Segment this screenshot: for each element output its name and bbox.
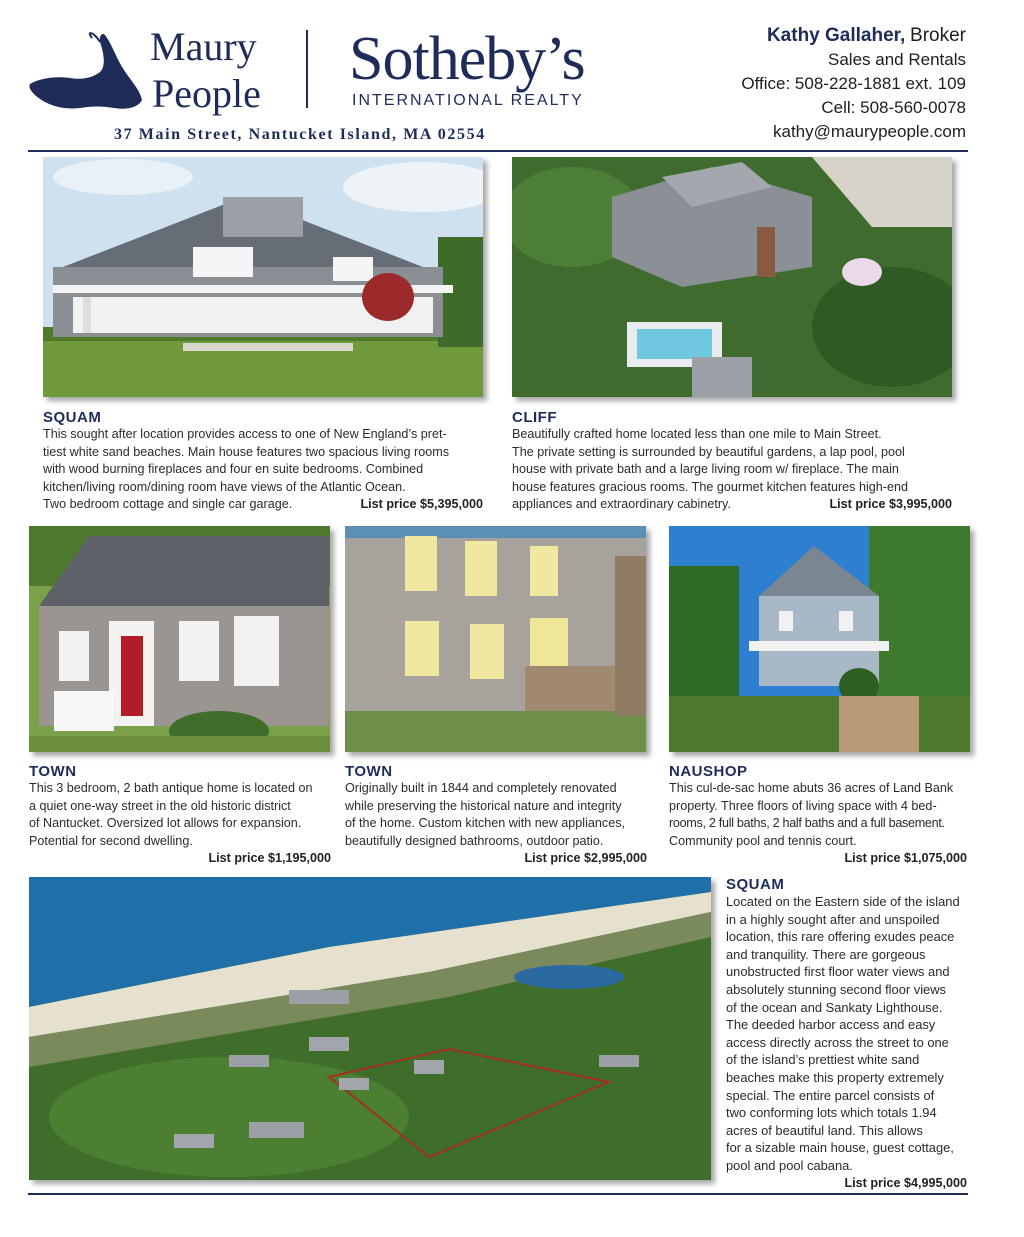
description-line: The private setting is surrounded by beautiful gardens, a lap pool, pool: [512, 444, 905, 459]
description-line: tiest white sand beaches. Main house features two spacious living rooms: [43, 444, 450, 459]
description-line: This 3 bedroom, 2 bath antique home is located on: [29, 781, 313, 795]
description-line: house features gracious rooms. The gourmet kitchen features high-end: [512, 479, 908, 494]
description-line: unobstructed first floor water views and: [726, 964, 950, 980]
description-line: Two bedroom cottage and single car garage.: [43, 497, 293, 512]
listing-title: SQUAM: [43, 409, 102, 426]
listing-town-2: [345, 763, 647, 868]
description-line: of the ocean and Sankaty Lighthouse.: [726, 999, 943, 1015]
description-line: beautifully designed bathrooms, outdoor patio.: [345, 833, 604, 848]
description-line: beaches make this property extremely: [726, 1069, 944, 1085]
contact-block: [741, 24, 966, 144]
description-line: a quiet one-way street in the old historic district: [29, 798, 291, 813]
agent-email[interactable]: kathy@maurypeople.com: [772, 122, 966, 141]
town-house-2-photo: [345, 526, 646, 752]
list-price: List price $5,395,000: [360, 497, 483, 512]
description-line: and tranquility. There are gorgeous: [726, 946, 926, 962]
description-line: house with private bath and a large living room w/ fireplace. The main: [512, 462, 899, 477]
listing-cliff: [512, 409, 952, 514]
description-line: acres of beautiful land. This allows: [726, 1122, 923, 1138]
list-price: List price $3,995,000: [829, 497, 952, 512]
description-line: while preserving the historical nature and integrity: [345, 798, 622, 813]
description-line: in a highly sought after and unspoiled: [726, 911, 940, 927]
sothebys-wordmark: Sotheby’s: [349, 25, 585, 93]
listing-description: [29, 780, 331, 850]
description-line: of Nantucket. Oversized lot allows for expansion.: [29, 816, 302, 831]
listing-naushop: [669, 763, 967, 868]
description-line: two conforming lots which totals 1.94: [726, 1105, 937, 1121]
agent-name: Kathy Gallaher,: [766, 25, 906, 46]
description-line: for a sizable main house, guest cottage,: [726, 1140, 954, 1156]
description-line: special. The entire parcel consists of: [726, 1087, 935, 1103]
description-line: Located on the Eastern side of the island: [726, 894, 960, 909]
agent-dept: Sales and Rentals: [828, 50, 966, 69]
list-price: List price $2,995,000: [524, 851, 647, 866]
description-line: kitchen/living room/dining room have views of the Atlantic Ocean.: [43, 479, 406, 494]
listing-title: NAUSHOP: [669, 763, 748, 780]
listing-title: CLIFF: [512, 409, 557, 426]
description-line: location, this rare offering exudes peace: [726, 929, 955, 945]
brand-maury: Maury: [150, 24, 257, 69]
town-house-1-photo: [29, 526, 330, 752]
international-realty-label: INTERNATIONAL REALTY: [352, 92, 584, 109]
list-price: List price $1,075,000: [844, 851, 967, 866]
listing-town-1: [29, 763, 331, 868]
office-phone[interactable]: Office: 508-228-1881 ext. 109: [741, 74, 966, 93]
description-line: Originally built in 1844 and completely renovated: [345, 781, 617, 795]
listing-title: SQUAM: [726, 876, 785, 893]
listing-description: [345, 780, 647, 850]
squam-house-photo: [43, 157, 483, 397]
description-line: with wood burning fireplaces and four en suite bedrooms. Combined: [43, 462, 424, 477]
naushop-house-photo: [669, 526, 970, 752]
listing-description: [43, 426, 483, 514]
listing-description: [512, 426, 952, 514]
description-line: of the home. Custom kitchen with new appliances,: [345, 816, 626, 831]
brand-people: People: [152, 71, 261, 116]
description-line: Beautifully crafted home located less than one mile to Main Street.: [512, 427, 882, 441]
listing-description: [726, 893, 967, 1175]
footer-rule: [28, 1193, 968, 1195]
nantucket-island-logo: [26, 28, 144, 118]
header-divider: [306, 30, 308, 108]
description-line: This sought after location provides access to one of New England’s pret-: [43, 427, 447, 441]
list-price: List price $1,195,000: [208, 851, 331, 866]
header-rule: [28, 150, 968, 152]
squam-aerial-photo: [29, 877, 711, 1180]
description-line: This cul-de-sac home abuts 36 acres of Land Bank: [669, 781, 954, 795]
description-line: of the island’s prettiest white sand: [726, 1052, 920, 1068]
description-line: access directly across the street to one: [726, 1034, 949, 1050]
listing-description: [669, 780, 967, 850]
description-line: property. Three floors of living space with 4 bed-: [669, 798, 937, 813]
description-line: rooms, 2 full baths, 2 half baths and a full basement.: [669, 816, 945, 831]
description-line: The deeded harbor access and easy: [726, 1017, 936, 1033]
office-address: 37 Main Street, Nantucket Island, MA 02554: [114, 126, 486, 143]
agent-role: Broker: [910, 25, 966, 46]
cell-phone[interactable]: Cell: 508-560-0078: [821, 98, 966, 117]
description-line: Potential for second dwelling.: [29, 833, 193, 848]
listing-title: TOWN: [29, 763, 77, 780]
description-line: appliances and extraordinary cabinetry.: [512, 497, 731, 512]
cliff-aerial-photo: [512, 157, 952, 397]
listing-title: TOWN: [345, 763, 393, 780]
description-line: pool and pool cabana.: [726, 1157, 853, 1173]
listing-squam-1: [43, 409, 483, 514]
listing-squam-2: [726, 876, 967, 1192]
description-line: Community pool and tennis court.: [669, 833, 857, 848]
description-line: absolutely stunning second floor views: [726, 981, 946, 997]
list-price: List price $4,995,000: [844, 1175, 967, 1190]
